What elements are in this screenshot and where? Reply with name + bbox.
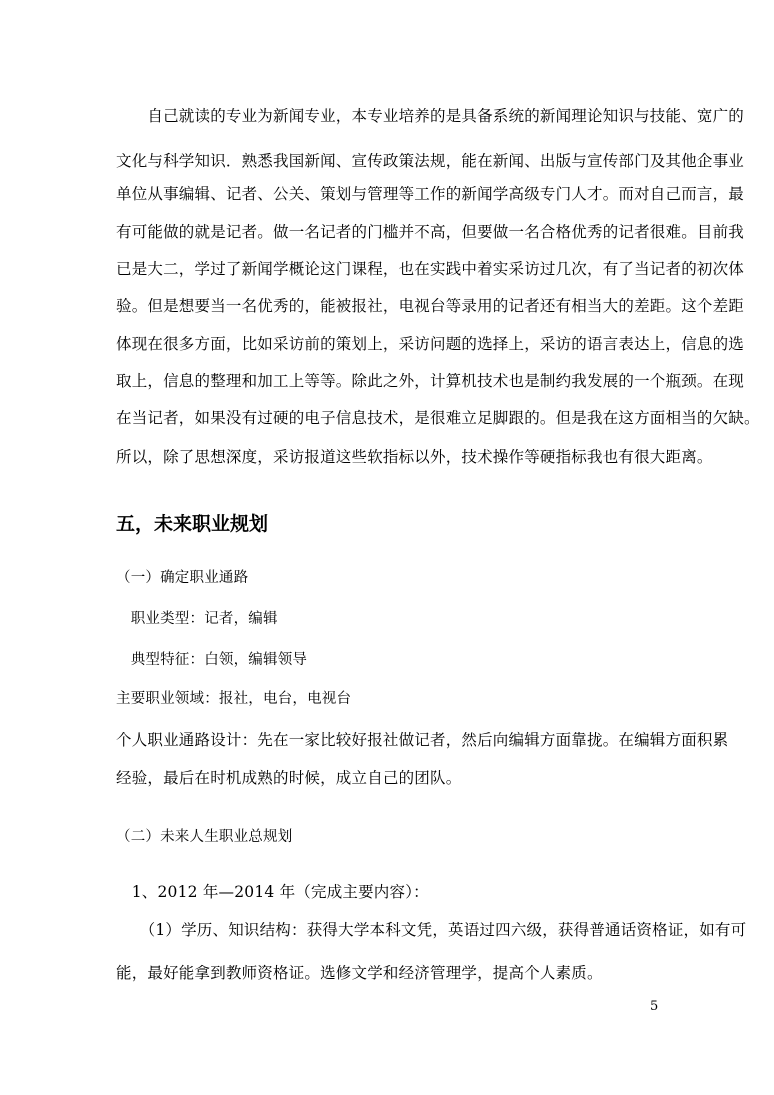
- list-item-line: （1）学历、知识结构：获得大学本科文凭，英语过四六级，获得普通话资格证，如有可: [116, 921, 747, 939]
- list-item: 1、2012 年—2014 年（完成主要内容）：: [116, 883, 429, 901]
- paragraph-line: 自己就读的专业为新闻专业，本专业培养的是具备系统的新闻理论知识与技能、宽广的: [116, 107, 745, 125]
- paragraph-line: 取上，信息的整理和加工上等等。除此之外，计算机技术也是制约我发展的一个瓶颈。在现: [116, 372, 745, 390]
- career-type: 职业类型：记者，编辑: [116, 611, 278, 627]
- paragraph-line: 已是大二，学过了新闻学概论这门课程，也在实践中着实采访过几次，有了当记者的初次体: [116, 260, 745, 278]
- paragraph-line: 有可能做的就是记者。做一名记者的门槛并不高，但要做一名合格优秀的记者很难。目前我: [116, 223, 745, 241]
- career-domain: 主要职业领域：报社，电台，电视台: [116, 691, 352, 707]
- page-number: 5: [650, 999, 659, 1014]
- typical-features: 典型特征：白领，编辑领导: [116, 652, 308, 668]
- list-item-line: 能，最好能拿到教师资格证。选修文学和经济管理学，提高个人素质。: [116, 964, 603, 982]
- paragraph-line: 文化与科学知识．熟悉我国新闻、宣传政策法规，能在新闻、出版与宣传部门及其他企事业: [116, 152, 745, 170]
- paragraph-line: 所以，除了思想深度，采访报道这些软指标以外，技术操作等硬指标我也有很大距离。: [116, 448, 713, 466]
- subheading: （一）确定职业通路: [116, 570, 249, 586]
- section-heading: 五，未来职业规划: [116, 513, 269, 535]
- path-design-line: 个人职业通路设计：先在一家比较好报社做记者，然后向编辑方面靠拢。在编辑方面积累: [116, 731, 729, 749]
- subheading: （二）未来人生职业总规划: [116, 829, 293, 845]
- paragraph-line: 单位从事编辑、记者、公关、策划与管理等工作的新闻学高级专门人才。而对自己而言，最: [116, 185, 745, 203]
- paragraph-line: 验。但是想要当一名优秀的，能被报社，电视台等录用的记者还有相当大的差距。这个差距: [116, 297, 745, 315]
- path-design-line: 经验，最后在时机成熟的时候，成立自己的团队。: [116, 769, 462, 787]
- paragraph-line: 体现在很多方面，比如采访前的策划上，采访问题的选择上，采访的语言表达上，信息的选: [116, 335, 745, 353]
- paragraph-line: 在当记者，如果没有过硬的电子信息技术，是很难立足脚跟的。但是我在这方面相当的欠缺。: [116, 409, 760, 427]
